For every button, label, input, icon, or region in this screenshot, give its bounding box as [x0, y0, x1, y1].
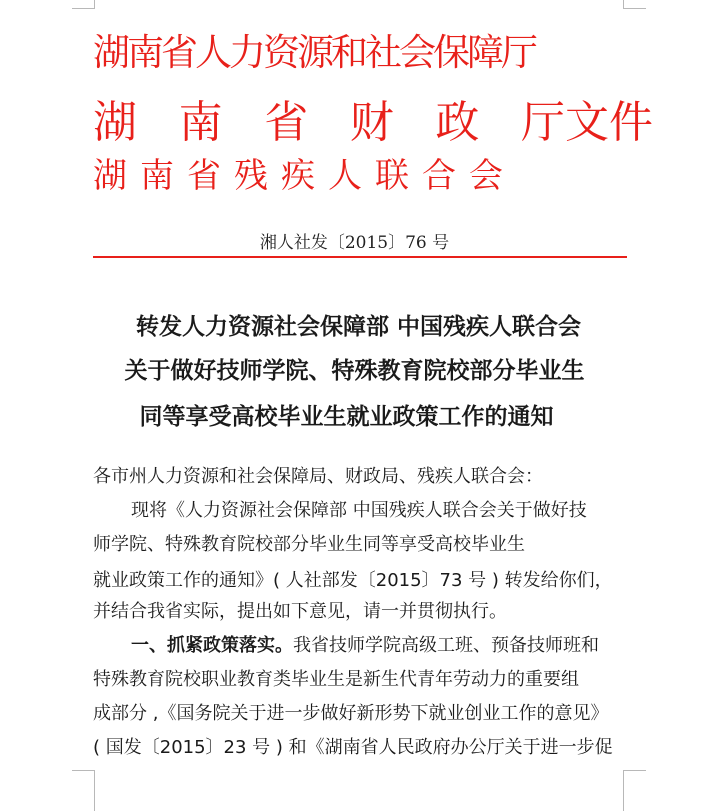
paragraph-2-line-4: ( 国发〔2015〕23 号 ) 和《湖南省人民政府办公厅关于进一步促	[93, 737, 613, 758]
page-corner-mark-bottom-right	[623, 770, 646, 811]
document-title-line-2: 关于做好技师学院、特殊教育院校部分毕业生	[124, 358, 585, 384]
issuer-header-char: 省	[264, 97, 309, 148]
issuer-header-line-3: 湖南省残疾人联合会	[93, 156, 516, 196]
page-corner-mark-top-left	[72, 0, 95, 9]
page-corner-mark-bottom-left	[72, 770, 95, 811]
issuer-header-char: 湖	[93, 97, 137, 148]
document-title-line-1: 转发人力资源社会保障部 中国残疾人联合会	[135, 314, 581, 340]
paragraph-2-line-1-text: 我省技师学院高级工班、预备技师班和	[293, 635, 599, 656]
issuer-header-char: 南	[178, 97, 223, 148]
red-divider-line	[93, 256, 627, 258]
paragraph-2-line-1	[131, 631, 599, 657]
paragraph-2-line-3: 成部分 ,《国务院关于进一步做好新形势下就业创业工作的意见》	[93, 703, 609, 724]
paragraph-1-line-3: 就业政策工作的通知》( 人社部发〔2015〕73 号 ) 转发给你们，	[93, 570, 613, 591]
issuer-header-line-1: 湖南省人力资源和社会保障厅	[93, 31, 535, 74]
issuer-header-char: 政	[435, 97, 480, 148]
document-title-line-3: 同等享受高校毕业生就业政策工作的通知	[139, 404, 554, 430]
issuer-header-line-2	[93, 86, 653, 150]
paragraph-2-line-2: 特殊教育院校职业教育类毕业生是新生代青年劳动力的重要组	[93, 669, 579, 690]
salutation: 各市州人力资源和社会保障局、财政局、残疾人联合会：	[93, 466, 543, 487]
paragraph-1-line-1: 现将《人力资源社会保障部 中国残疾人联合会关于做好技	[131, 500, 587, 521]
paragraph-1-line-4: 并结合我省实际，提出如下意见，请一并贯彻执行。	[93, 601, 507, 622]
issuer-header-char: 厅文件	[520, 97, 653, 148]
paragraph-1-line-2: 师学院、特殊教育院校部分毕业生同等享受高校毕业生	[93, 534, 525, 555]
section-heading: 一、抓紧政策落实。	[131, 635, 293, 656]
page-corner-mark-top-right	[623, 0, 646, 9]
document-number: 湘人社发〔2015〕76 号	[259, 233, 450, 253]
issuer-header-char: 财	[349, 97, 394, 148]
